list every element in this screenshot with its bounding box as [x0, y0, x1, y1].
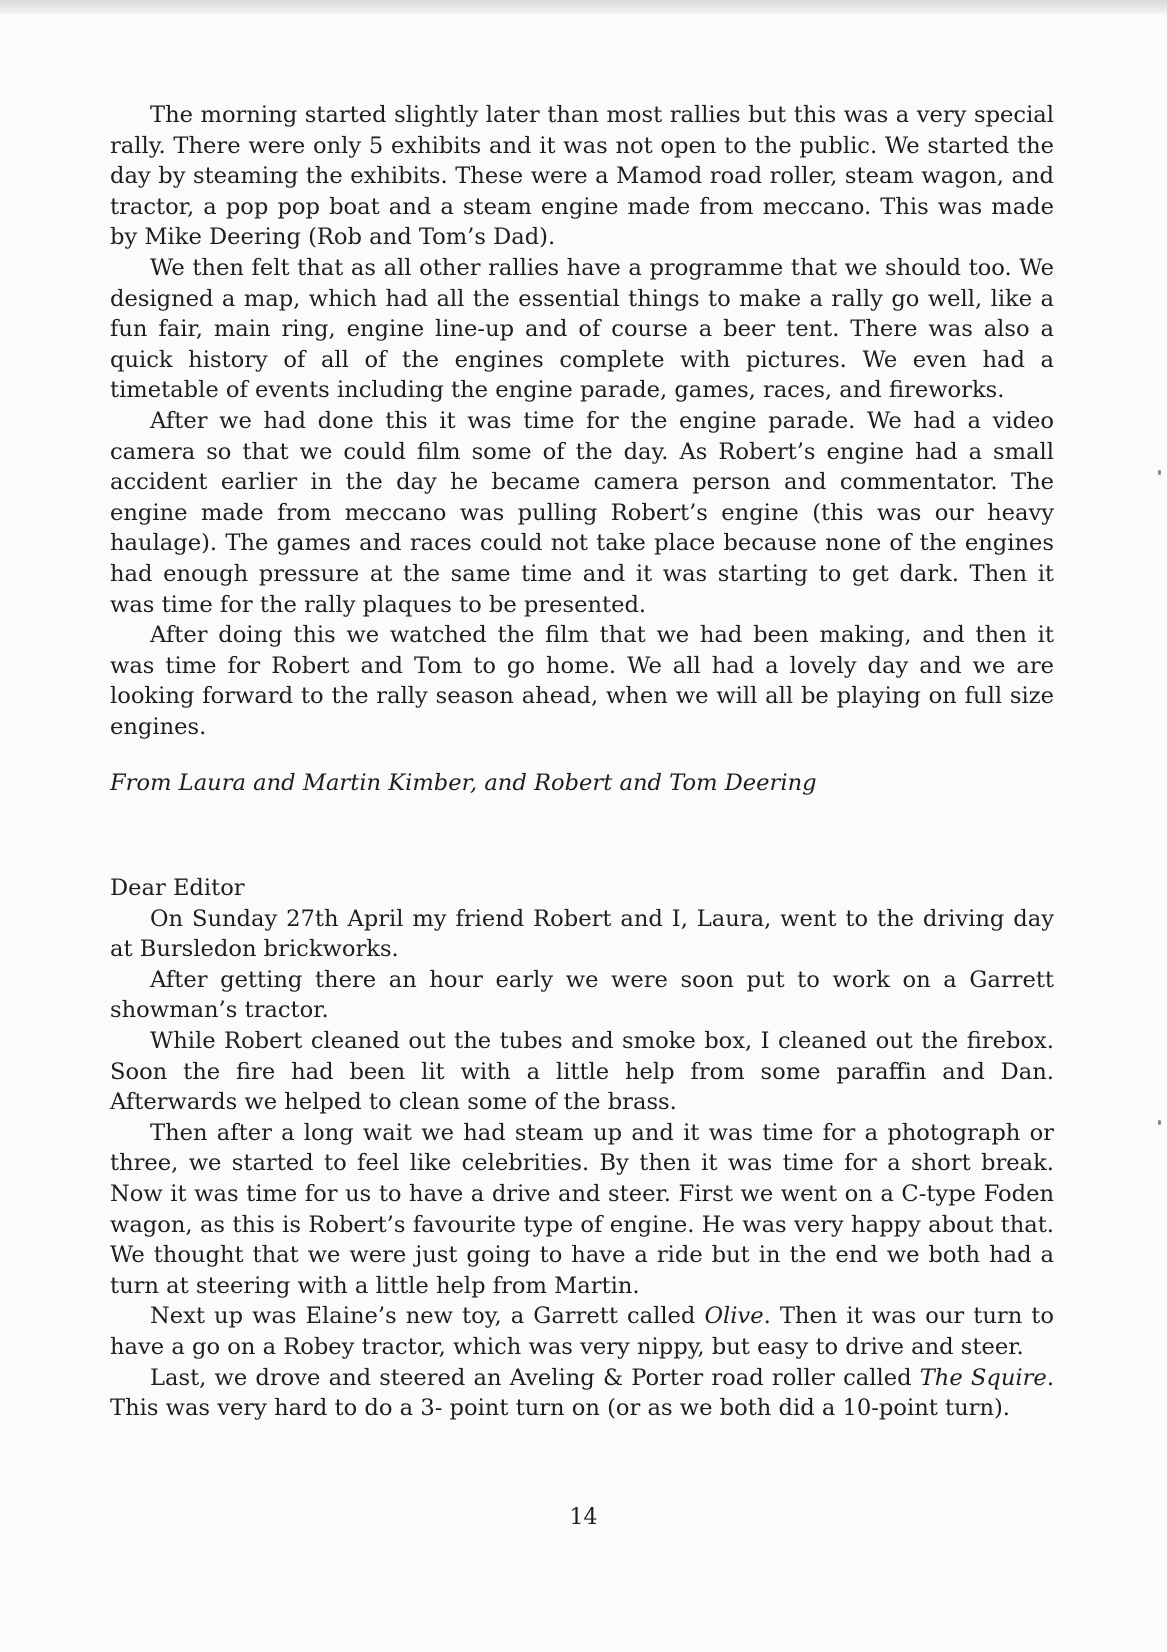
letter2-paragraph-3: While Robert cleaned out the tubes and smoke box, I cleaned out the firebox. Soon the fire had been lit with a little help from some paraffin and Dan. Afterwards we helped to clean some of the brass.: [110, 1028, 1054, 1116]
p6-text-after: . This was very hard to do a 3- point turn on (or as we both did a 10-point turn).: [110, 1364, 1054, 1422]
p6-text-before: Last, we drove and steered an Aveling & Porter road roller called: [150, 1364, 920, 1391]
letter2-paragraph-4: Then after a long wait we had steam up and it was time for a photograph or three, we started to feel like celebrities. By then it was time for a short break. Now it was time for us to have a drive and steer. First we went on a C-type Foden wagon, as this is Robert’s favourite type of engine. He was very happy about that. We thought that we were just going to have a ride but in the end we both had a turn at steering with a little help from Martin.: [110, 1119, 1054, 1299]
letter1-paragraph-4: After doing this we watched the film that we had been making, and then it was time for Robert and Tom to go home. We all had a lovely day and we are looking forward to the rally season ahead, when we will all be playing on full size engines.: [110, 622, 1054, 740]
letter1-paragraph-2: We then felt that as all other rallies have a programme that we should too. We designed a map, which had all the essential things to make a rally go well, like a fun fair, main ring, engine line-up and of course a beer tent. There was also a quick history of all of the engines complete with pictures. We even had a timetable of events including the engine parade, games, races, and fireworks.: [110, 254, 1054, 404]
letter2-salutation: Dear Editor: [110, 875, 245, 902]
p5-engine-name: Olive: [704, 1303, 764, 1330]
letter2-paragraph-1: On Sunday 27th April my friend Robert and I, Laura, went to the driving day at Bursledon brickworks.: [110, 905, 1054, 963]
page-top-edge: [0, 0, 1167, 14]
scan-speck: [1158, 1120, 1161, 1125]
letter2-paragraph-6: [110, 1363, 1054, 1424]
p5-text-after: . Then it was our turn to have a go on a Robey tractor, which was very nippy, but easy to drive and steer.: [110, 1303, 1054, 1360]
page-number: 14: [569, 1505, 598, 1530]
letter1-signoff: From Laura and Martin Kimber, and Robert and Tom Deering: [110, 770, 817, 797]
document-page: [110, 100, 1054, 1424]
letter2-paragraph-5: [110, 1301, 1054, 1362]
p5-text-before: Next up was Elaine’s new toy, a Garrett called: [150, 1303, 705, 1330]
scan-speck: [1158, 470, 1161, 475]
letter2-paragraph-2: After getting there an hour early we were soon put to work on a Garrett showman’s tractor.: [110, 966, 1054, 1024]
letter1-paragraph-3: After we had done this it was time for the engine parade. We had a video camera so that we could film some of the day. As Robert’s engine had a small accident earlier in the day he became camera person and commentator. The engine made from meccano was pulling Robert’s engine (this was our heavy haulage). The games and races could not take place because none of the engines had enough pressure at the same time and it was starting to get dark. Then it was time for the rally plaques to be presented.: [110, 407, 1054, 618]
p6-engine-name: The Squire: [919, 1364, 1047, 1391]
letter1-paragraph-1: The morning started slightly later than most rallies but this was a very special rally. There were only 5 exhibits and it was not open to the public. We started the day by steaming the exhibits. These were a Mamod road roller, steam wagon, and tractor, a pop pop boat and a steam engine made from meccano. This was made by Mike Deering (Rob and Tom’s Dad).: [110, 102, 1054, 251]
